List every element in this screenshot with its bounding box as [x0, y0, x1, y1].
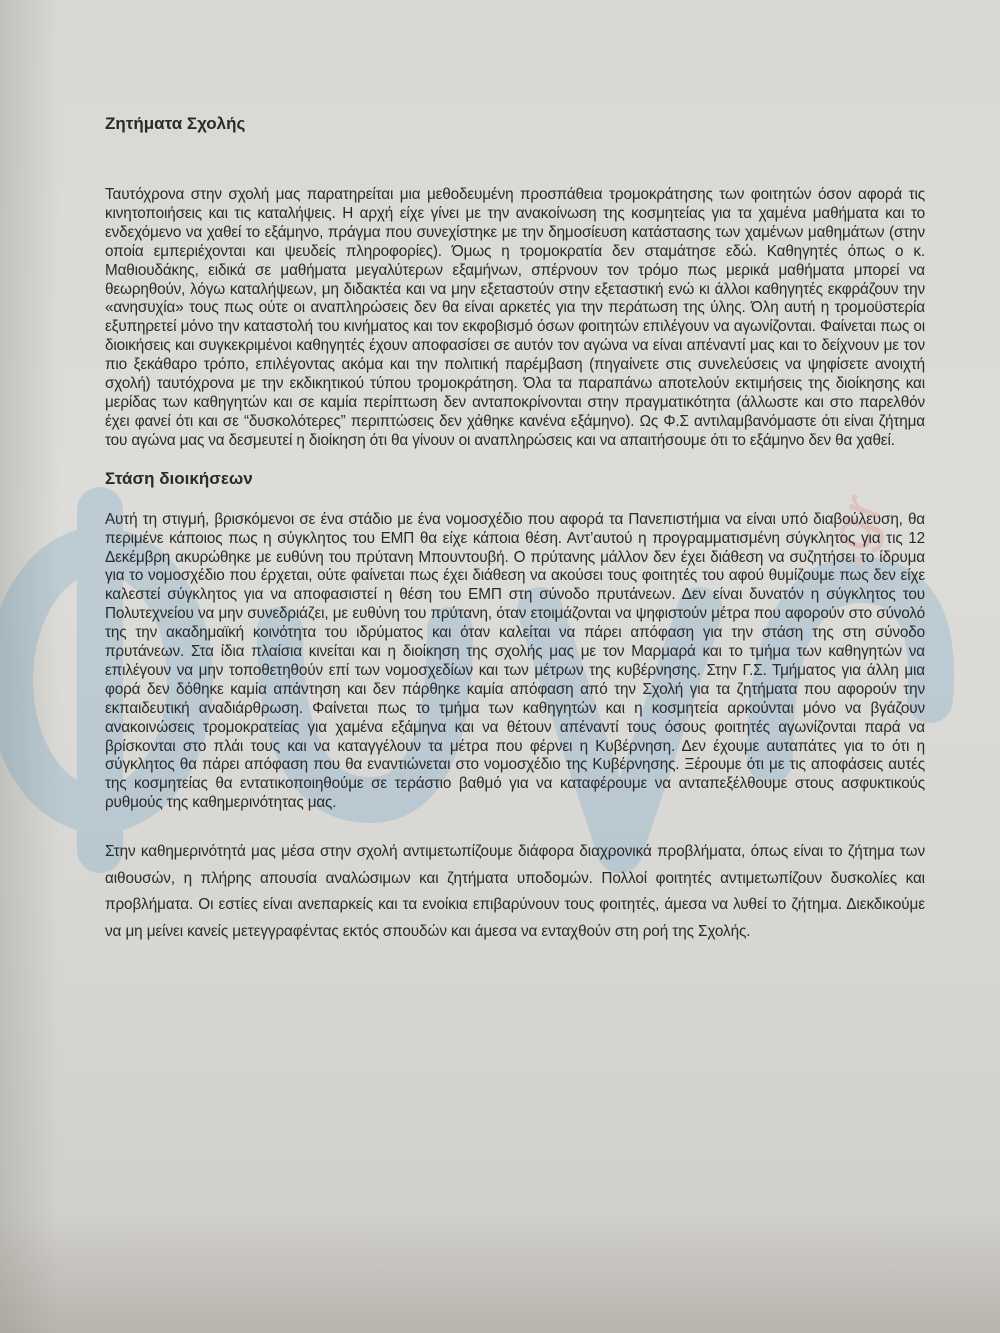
section-heading-school-issues: Ζητήματα Σχολής [105, 114, 246, 133]
section-heading-administration: Στάση διοικήσεων [105, 468, 253, 488]
page-shadow-left [0, 0, 60, 1333]
page-shadow-bottom [0, 1213, 1000, 1333]
paragraph-administration: Αυτή τη στιγμή, βρισκόμενοι σε ένα στάδιο με ένα νομοσχέδιο που αφορά τα Πανεπιστήμια να είναι υπό διαβούλευση, θα περιμένε κάποιος πως η σύγκλητος του ΕΜΠ θα είχε κάποια θέση. Αντ’αυτού η προγραμματισμένη σύγκλητος για τις 12 Δεκέμβρη ακυρώθηκε με ευθύνη του πρύτανη Μπουντουβή. Ο πρύτανης μάλλον δεν έχει διάθεση να συζητήσει το ίδρυμα για το νομοσχέδιο που έρχεται, ούτε φαίνεται πως έχει διάθεση να ακούσει τους φοιτητές του αφού θυμίζουμε πως δεν είχε καλεστεί σύγκλητος για να αποφασιστεί η θέση του ΕΜΠ στη σύνοδο πρυτάνεων. Δεν είναι δυνατόν η σύγκλητος του Πολυτεχνείου να μην συνεδριάζει, με ευθύνη του πρύτανη, όταν ετοιμάζονται να ψηφιστούν μέτρα που αφορούν στο σύνολό της την ακαδημαϊκή κοινότητα του ιδρύματος και όταν καλείται να πάρει απόφαση για την στάση της στη σύνοδο πρυτάνεων. Στα ίδια πλαίσια κινείται και η διοίκηση της σχολής μας με τον Μαρμαρά και το τμήμα των καθηγητών να επιλέγουν να μην τοποθετηθούν επί των νομοσχεδίων και των μέτρων της κυβέρνησης. Στην Γ.Σ. Τμήματος για άλλη μια φορά δεν δόθηκε καμία απάντηση και δεν πάρθηκε καμία απόφαση από την Σχολή για τα ζητήματα που αφορούν την εκπαιδευτική αναδιάρθρωση. Φαίνεται πως το τμήμα των καθηγητών και η κοσμητεία αρκούνται μόνο να βγάζουν ανακοινώσεις τρομοκρατείας για χαμένα εξάμηνα και να θέτουν απέναντί τους όσους φοιτητές αγωνίζονται παρά να βρίσκονται στο πλάι τους και να καταγγέλουν τα μέτρα που φέρνει η Κυβέρνηση. Δεν έχουμε αυταπάτες για το ότι η σύγκλητος θα πάρει απόφαση που θα εναντιώνεται στο νομοσχέδιο της Κυβέρνησης. Ξέρουμε ότι με τις αποφάσεις αυτές της κοσμητείας θα εντατικοποιηθούμε σε τεράστιο βαθμό για να καταφέρουμε να ανταπεξέλθουμε στους ασφυκτικούς ρυθμούς της καθημερινότητας μας. [105, 510, 925, 812]
paragraph-school-issues: Ταυτόχρονα στην σχολή μας παρατηρείται μια μεθοδευμένη προσπάθεια τρομοκράτησης των φοιτητών όσον αφορά τις κινητοποιήσεις και τις καταλήψεις. Η αρχή είχε γίνει με την ανακοίνωση της κοσμητείας για τα χαμένα μαθήματα και το ενδεχόμενο να χαθεί το εξάμηνο, πράγμα που συνεχίστηκε με την δημοσίευση κατάστασης των χαμένων μαθημάτων (στην οποία εμπεριέχονται και ψευδείς πληροφορίες). Όμως η τρομοκρατία δεν σταμάτησε εδώ. Καθηγητές όπως ο κ. Μαθιουδάκης, ειδικά σε μαθήματα μεγαλύτερων εξαμήνων, σπέρνουν τον τρόμο πως μερικά μαθήματα μπορεί να θεωρηθούν, λόγω καταλήψεων, μη διδακτέα και να μην εξεταστούν στην εξεταστική ενώ κι άλλοι καθηγητές εκφράζουν την «ανησυχία» τους πως ούτε οι αναπληρώσεις δεν θα είναι αρκετές για την περάτωση της ύλης. Όλη αυτή η τρομοϋστερία εξυπηρετεί μόνο την καταστολή του κινήματος και τον εκφοβισμό όσων φοιτητών επιλέγουν να αγωνίζονται. Φαίνεται πως οι διοικήσεις και συγκεκριμένοι καθηγητές έχουν αποφασίσει σε αυτόν τον αγώνα να είναι απέναντί μας και το δείχνουν με τον πιο ξεκάθαρο τρόπο, επιλέγοντας ακόμα και την πολιτική παρέμβαση (πηγαίνετε στις συνελεύσεις να ψηφίσετε ανοιχτή σχολή) ταυτόχρονα με την εκδικητικού τύπου τρομοκράτηση. Όλα τα παραπάνω αποτελούν εκτιμήσεις της διοίκησης και μερίδας των καθηγητών και σε καμία περίπτωση δεν ανταποκρίνονται στην πραγματικότητα (άλλωστε και στο παρελθόν έχει φανεί ότι και σε “δυσκολότερες” περιπτώσεις δεν χάθηκε κανένα εξάμηνο). Ως Φ.Σ αντιλαμβανόμαστε ότι είναι ζήτημα του αγώνα μας να δεσμευτεί η διοίκηση ότι θα γίνουν οι αναπληρώσεις και να απαιτήσουμε ότι το εξάμηνο δεν θα χαθεί. [105, 186, 925, 449]
document-body [105, 112, 925, 960]
watermark-accent: .gr [809, 485, 897, 575]
paragraph-everyday-problems: Στην καθημερινότητά μας μέσα στην σχολή αντιμετωπίζουμε διάφορα διαχρονικά προβλήματα, όπως είναι το ζήτημα των αιθουσών, η πλήρης απουσία αναλώσιμων και ζητήματα υποδομών. Πολλοί φοιτητές αντιμετωπίζουν δυσκολίες και προβλήματα. Οι εστίες είναι ανεπαρκείς και τα ενοίκια επιβαρύνουν τους φοιτητές, άμεσα να λυθεί το ζήτημα. Διεκδικούμε να μη μείνει κανείς μετεγγραφέντας εκτός σπουδών και άμεσα να ενταχθούν στη ροή της Σχολής. [105, 843, 925, 940]
